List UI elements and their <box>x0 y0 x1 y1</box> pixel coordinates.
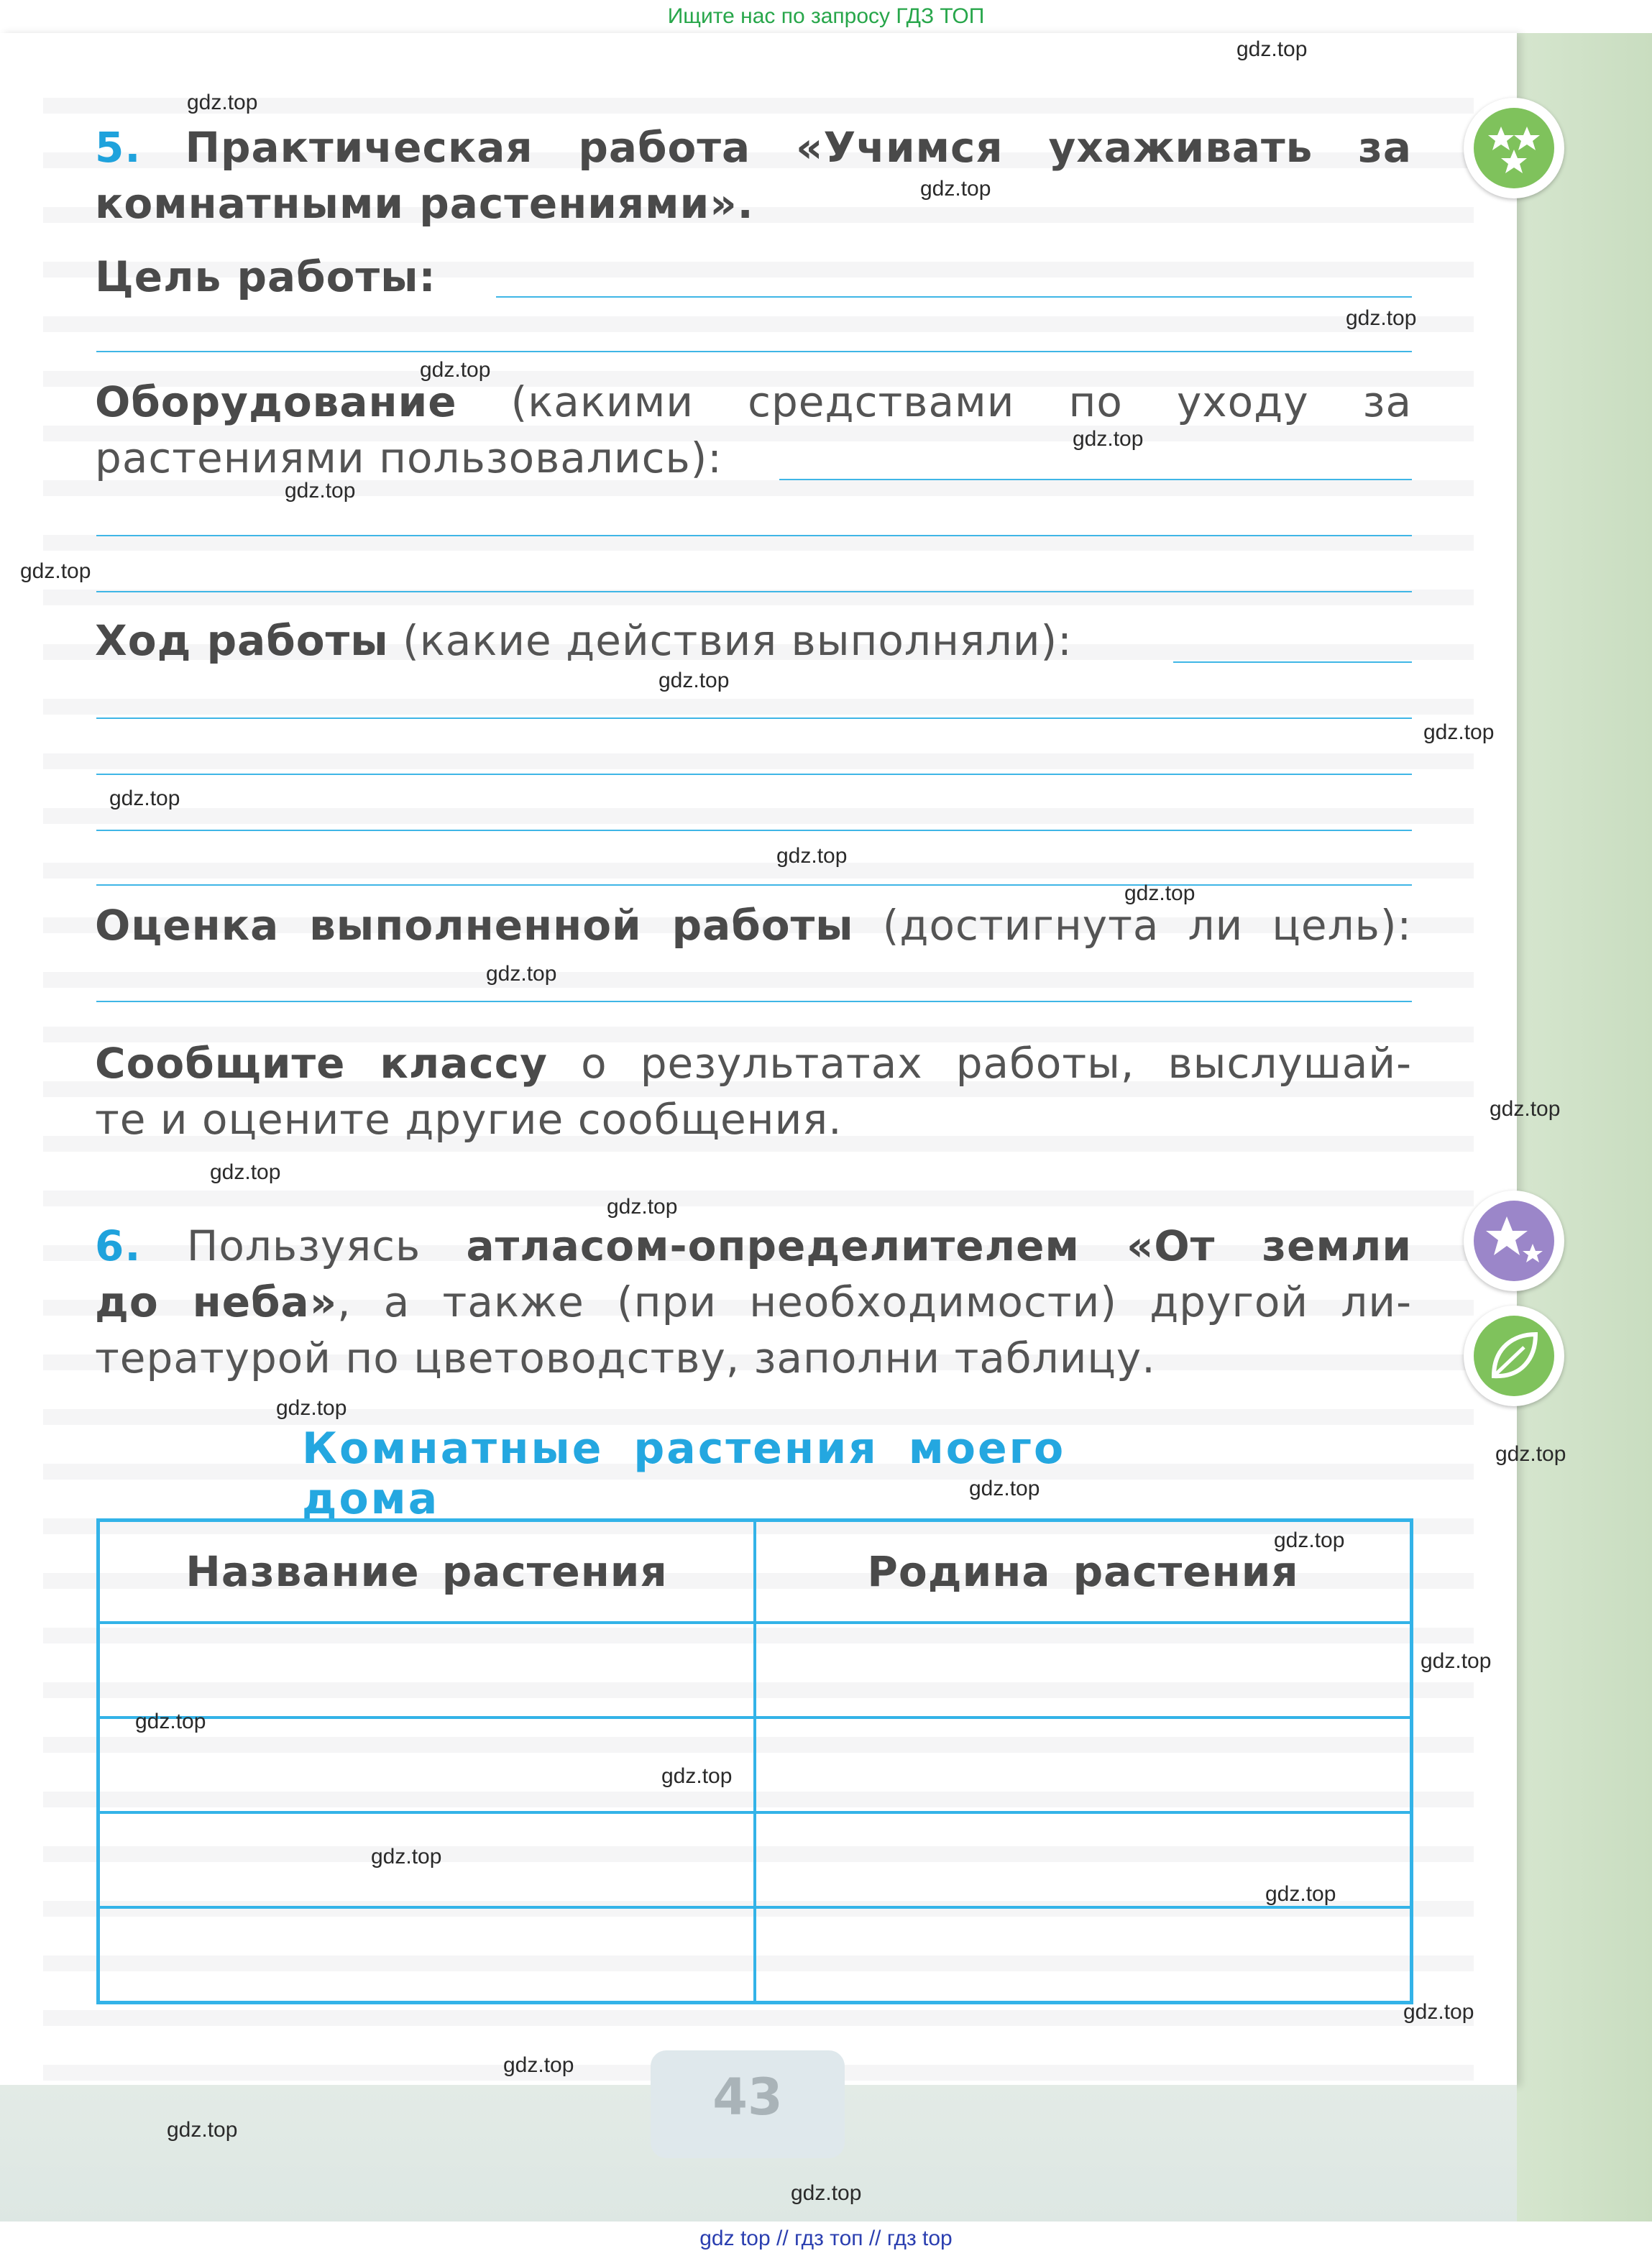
evaluation-answer-line[interactable] <box>96 1001 1412 1002</box>
task5-title-text: Практическая работа «Учимся ухаживать за <box>185 123 1412 172</box>
progress-answer-line-1[interactable] <box>1173 661 1412 663</box>
task6-line1: 6. Пользуясь атласом-определителем «От земли <box>95 1221 1412 1270</box>
equipment-line2: растениями пользовались): <box>95 434 722 482</box>
table-row <box>98 1718 1412 1812</box>
column-header-plant-homeland: Родина растения <box>755 1521 1412 1623</box>
leaf-icon <box>1474 1316 1554 1396</box>
table-row <box>98 1623 1412 1718</box>
progress-line: Ход работы (какие действия выполняли): <box>95 616 1073 665</box>
equipment-line1: Оборудование (какими средствами по уходу за <box>95 377 1413 426</box>
table-title: Комнатные растения моего дома <box>302 1423 1066 1524</box>
watermark: gdz.top <box>210 1160 281 1184</box>
report-line2: те и оцените другие сообщения. <box>95 1095 843 1144</box>
watermark: gdz.top <box>661 1764 733 1788</box>
goal-answer-line-2[interactable] <box>96 351 1412 352</box>
watermark: gdz.top <box>1346 306 1417 330</box>
goal-answer-line-1[interactable] <box>496 296 1412 298</box>
column-header-plant-name: Название растения <box>98 1521 756 1623</box>
plants-table <box>96 1518 1413 2004</box>
page-number: 43 <box>651 2050 845 2158</box>
equipment-answer-line-1[interactable] <box>779 479 1412 480</box>
watermark: gdz.top <box>187 91 258 114</box>
bottom-banner: gdz top // гдз топ // гдз top <box>699 2227 953 2250</box>
top-banner: Ищите нас по запросу ГДЗ ТОП <box>667 4 985 28</box>
equipment-label: Оборудование <box>95 377 457 426</box>
watermark: gdz.top <box>969 1477 1040 1500</box>
equipment-answer-line-3[interactable] <box>96 591 1412 592</box>
watermark: gdz.top <box>1423 720 1495 744</box>
table-row <box>98 1812 1412 1907</box>
goal-label: Цель работы: <box>95 252 436 301</box>
watermark: gdz.top <box>1495 1442 1566 1466</box>
watermark: gdz.top <box>1403 2000 1474 2024</box>
watermark: gdz.top <box>135 1710 206 1733</box>
watermark: gdz.top <box>1265 1882 1336 1906</box>
task6-number: 6. <box>95 1221 142 1270</box>
watermark: gdz.top <box>607 1195 678 1219</box>
leaf-badge-icon <box>1464 1306 1564 1406</box>
progress-answer-line-3[interactable] <box>96 774 1412 775</box>
equipment-answer-line-2[interactable] <box>96 535 1412 536</box>
plant-homeland-cell[interactable] <box>755 1718 1412 1812</box>
watermark: gdz.top <box>371 1845 442 1868</box>
green-side-panel <box>1510 33 1652 2221</box>
watermark: gdz.top <box>503 2053 574 2077</box>
watermark: gdz.top <box>486 962 557 986</box>
stars-badge-icon <box>1464 98 1564 198</box>
progress-answer-line-2[interactable] <box>96 717 1412 719</box>
watermark: gdz.top <box>109 787 180 810</box>
watermark: gdz.top <box>1421 1649 1492 1673</box>
watermark: gdz.top <box>920 177 991 201</box>
task6-line2: до неба», а также (при необходимости) другой ли- <box>95 1278 1412 1326</box>
evaluation-line: Оценка выполненной работы (достигнута ли цель): <box>95 901 1412 950</box>
plant-name-cell[interactable] <box>98 1907 756 2003</box>
plant-homeland-cell[interactable] <box>755 1623 1412 1718</box>
task5-title-line2: комнатными растениями». <box>95 179 754 228</box>
stars-icon <box>1474 108 1554 188</box>
stars-badge-purple-icon <box>1464 1191 1564 1291</box>
watermark: gdz.top <box>285 479 356 503</box>
progress-answer-line-4[interactable] <box>96 830 1412 831</box>
stars-icon <box>1474 1201 1554 1281</box>
watermark: gdz.top <box>1236 37 1308 61</box>
watermark: gdz.top <box>791 2181 862 2205</box>
watermark: gdz.top <box>1490 1097 1561 1121</box>
watermark: gdz.top <box>1073 427 1144 451</box>
watermark: gdz.top <box>776 844 848 868</box>
evaluation-label: Оценка выполненной работы <box>95 901 854 950</box>
watermark: gdz.top <box>1274 1528 1345 1552</box>
progress-label: Ход работы <box>95 616 389 665</box>
watermark: gdz.top <box>20 559 91 583</box>
plant-name-cell[interactable] <box>98 1623 756 1718</box>
progress-answer-line-5[interactable] <box>96 884 1412 886</box>
task6-line3: тературой по цветоводству, заполни таблицу. <box>95 1334 1156 1383</box>
table-row <box>98 1907 1412 2003</box>
report-bold: Сообщите классу <box>95 1039 548 1088</box>
watermark: gdz.top <box>167 2118 238 2142</box>
report-line1: Сообщите классу о результатах работы, выслушай- <box>95 1039 1412 1088</box>
watermark: gdz.top <box>276 1396 347 1420</box>
watermark: gdz.top <box>658 669 730 692</box>
plant-homeland-cell[interactable] <box>755 1907 1412 2003</box>
watermark: gdz.top <box>420 358 491 382</box>
watermark: gdz.top <box>1124 881 1196 905</box>
task5-title-line1 <box>95 119 1412 175</box>
task5-number: 5. <box>95 123 142 172</box>
